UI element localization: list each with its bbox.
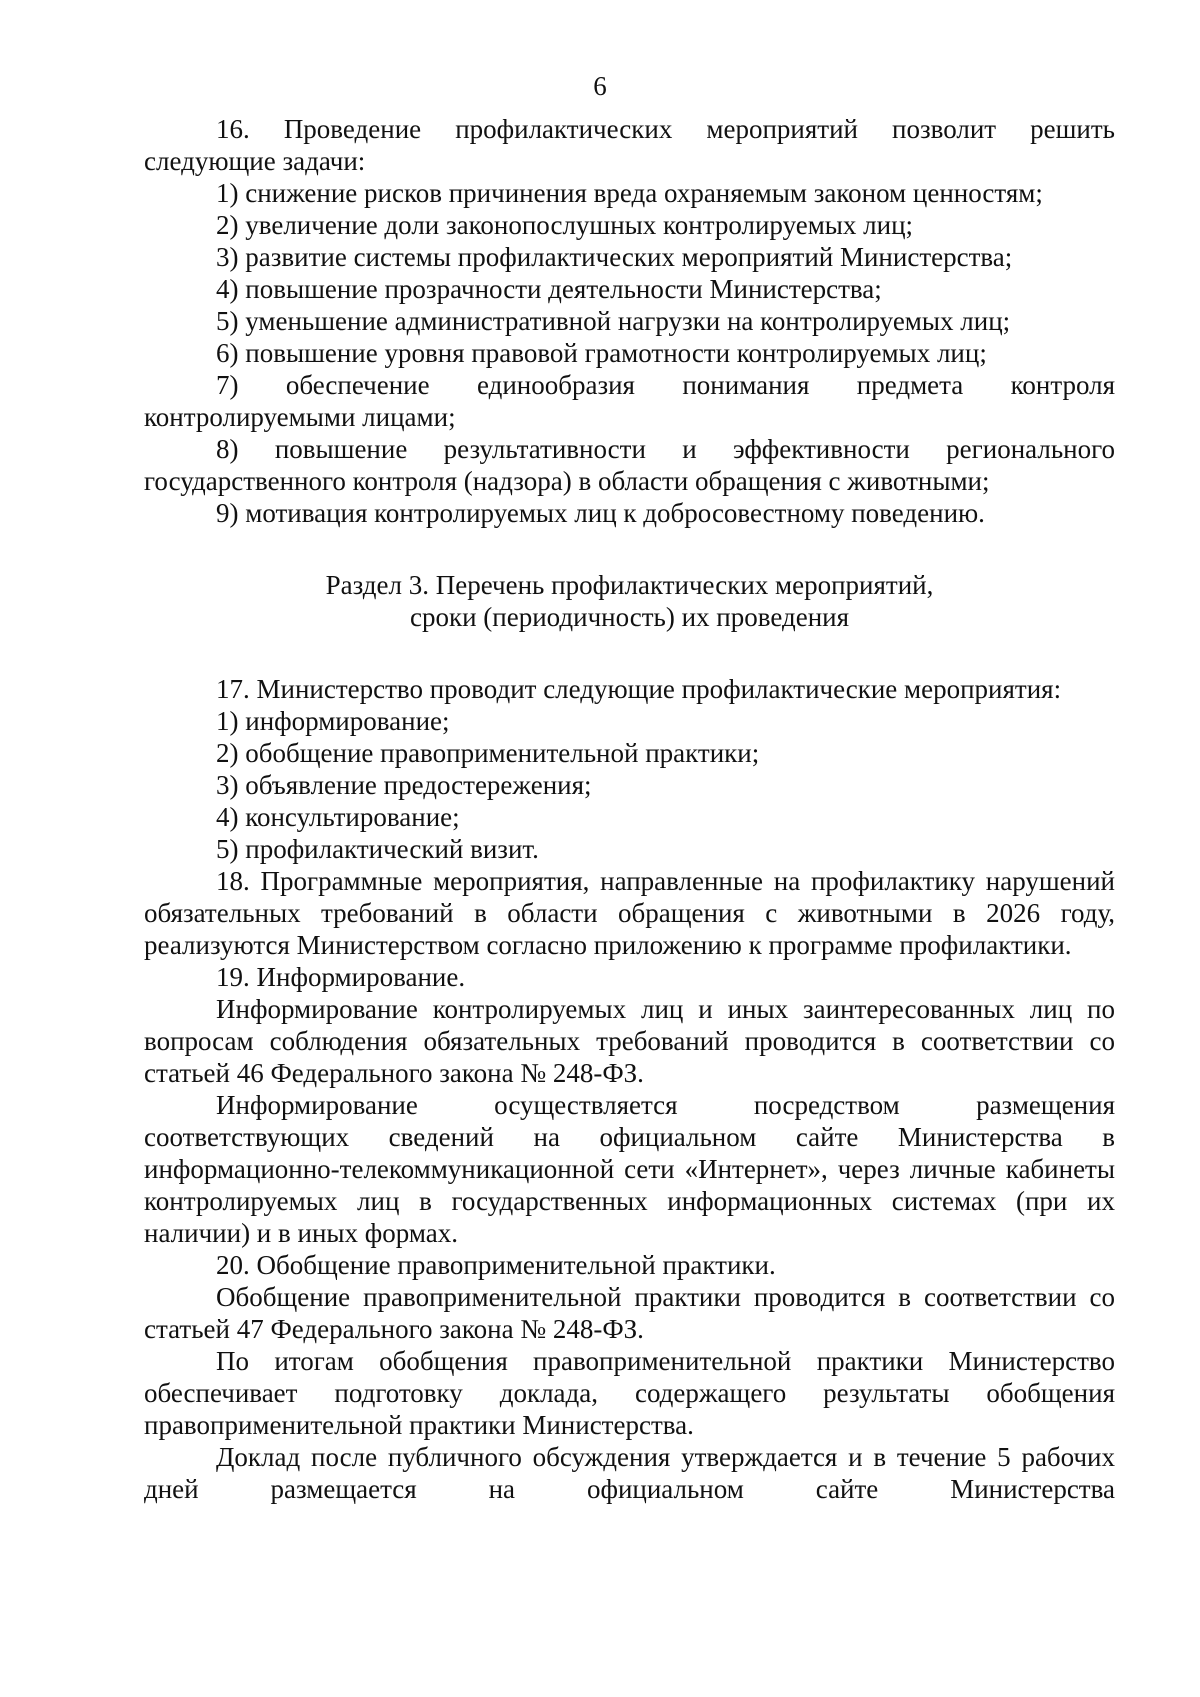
list-item: 4) повышение прозрачности деятельности Министерства; <box>216 274 882 304</box>
list-item: 3) развитие системы профилактических мероприятий Министерства; <box>216 242 1013 272</box>
list-item: 6) повышение уровня правовой грамотности контролируемых лиц; <box>216 338 987 368</box>
page-number: 6 <box>593 71 607 101</box>
section-heading-line1: Раздел 3. Перечень профилактических мероприятий, <box>325 570 934 600</box>
paragraph: По итогам обобщения правоприменительной практики Министерство обеспечивает подготовку доклада, содержащего результаты обобщения правоприменительной практики Министерства. <box>144 1346 1115 1440</box>
list-item: 9) мотивация контролируемых лиц к добросовестному поведению. <box>216 498 985 528</box>
paragraph-20: 20. Обобщение правоприменительной практики. <box>216 1250 776 1280</box>
list-item: 5) профилактический визит. <box>216 834 539 864</box>
list-item: 3) объявление предостережения; <box>216 770 592 800</box>
list-item: 8) повышение результативности и эффективности регионального государственного контроля (надзора) в области обращения с животными; <box>144 434 1115 496</box>
section-heading-line2: сроки (периодичность) их проведения <box>409 602 850 632</box>
document-body <box>144 113 1115 1505</box>
list-item: 2) обобщение правоприменительной практики; <box>216 738 760 768</box>
list-item: 1) снижение рисков причинения вреда охраняемым законом ценностям; <box>216 178 1043 208</box>
paragraph: Информирование осуществляется посредством размещения соответствующих сведений на официальном сайте Министерства в информационно-телекоммуникационной сети «Интернет», через личные кабинеты контролируемых лиц в государственных информационных системах (при их наличии) и в иных формах. <box>144 1090 1115 1248</box>
section-heading <box>144 569 1115 633</box>
paragraph: Обобщение правоприменительной практики проводится в соответствии со статьей 47 Федерального закона № 248-ФЗ. <box>144 1282 1115 1344</box>
paragraph-17: 17. Министерство проводит следующие профилактические мероприятия: <box>216 674 1062 704</box>
list-item: 4) консультирование; <box>216 802 460 832</box>
list-item: 5) уменьшение административной нагрузки на контролируемых лиц; <box>216 306 1011 336</box>
list-item: 1) информирование; <box>216 706 450 736</box>
paragraph-16: 16. Проведение профилактических мероприятий позволит решить следующие задачи: <box>144 114 1115 176</box>
list-item: 2) увеличение доли законопослушных контролируемых лиц; <box>216 210 914 240</box>
paragraph-18: 18. Программные мероприятия, направленные на профилактику нарушений обязательных требований в области обращения с животными в 2026 году, реализуются Министерством согласно приложению к программе профилактики. <box>144 866 1115 960</box>
paragraph-19: 19. Информирование. <box>216 962 466 992</box>
paragraph-continued: Доклад после публичного обсуждения утверждается и в течение 5 рабочих дней размещается на официальном сайте Министерства <box>144 1442 1115 1504</box>
list-item: 7) обеспечение единообразия понимания предмета контроля контролируемыми лицами; <box>144 370 1115 432</box>
paragraph: Информирование контролируемых лиц и иных заинтересованных лиц по вопросам соблюдения обязательных требований проводится в соответствии со статьей 46 Федерального закона № 248-ФЗ. <box>144 994 1115 1088</box>
